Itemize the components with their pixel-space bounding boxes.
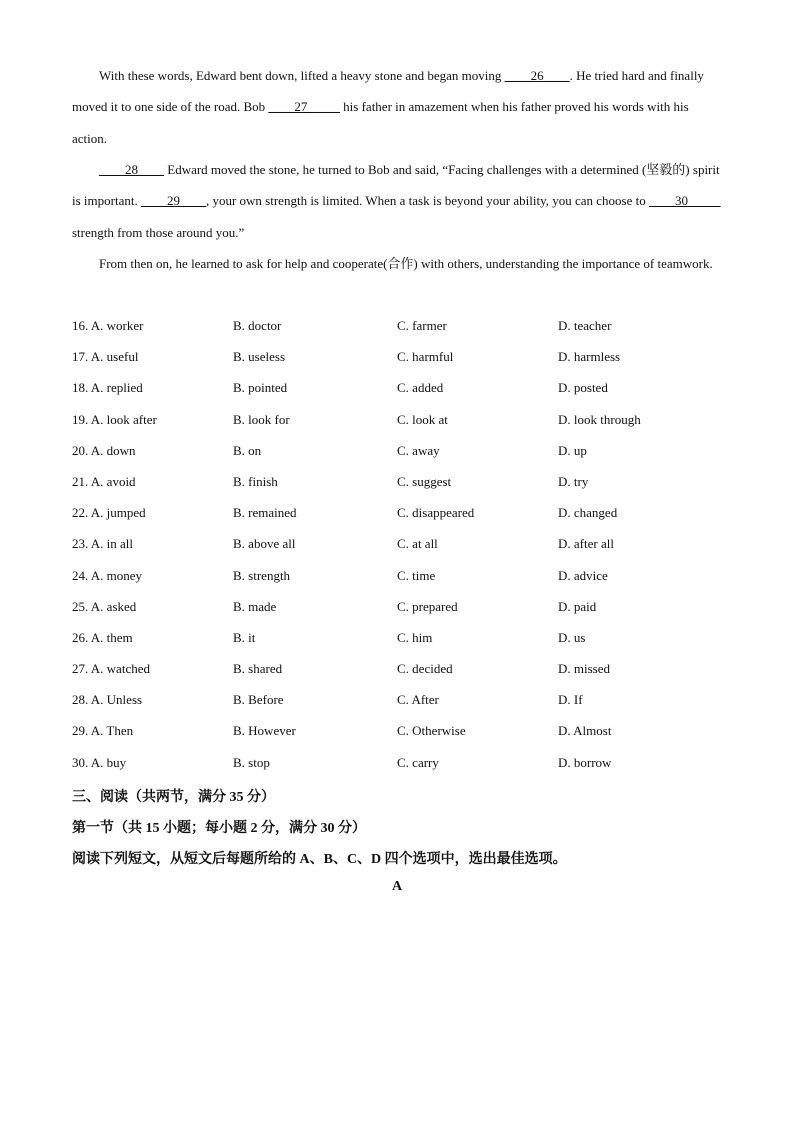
option-d: D. harmless <box>558 349 621 365</box>
option-row <box>72 592 732 623</box>
passage-text: Edward moved the stone, he turned to Bob and said, “Facing challenges with a determined (坚毅的) spirit is important. <box>72 162 720 209</box>
passage-text: From then on, he learned to ask for help and cooperate(合作) with others, understanding the importance of teamwork. <box>99 256 713 271</box>
option-d: D. paid <box>558 598 597 614</box>
option-a: 25. A. asked <box>72 598 137 614</box>
option-b: B. useless <box>233 349 285 365</box>
option-c: C. look at <box>397 411 448 427</box>
option-a: 16. A. worker <box>72 318 144 333</box>
option-row <box>72 623 732 654</box>
option-b: B. However <box>233 723 296 739</box>
option-d: D. advice <box>558 567 608 583</box>
blank-28: ____28____ <box>99 162 164 177</box>
option-row <box>72 716 732 747</box>
option-b: B. strength <box>233 567 291 583</box>
option-a: 30. A. buy <box>72 754 127 770</box>
option-d: D. up <box>558 442 587 458</box>
section-instruction: 阅读下列短文，从短文后每题所给的 A、B、C、D 四个选项中，选出最佳选项。 <box>72 852 567 867</box>
option-row <box>72 405 732 436</box>
option-b: B. look for <box>233 411 290 427</box>
option-c: C. added <box>397 380 444 396</box>
option-c: C. carry <box>397 754 439 770</box>
option-d: D. try <box>558 473 589 489</box>
option-b: B. above all <box>233 536 296 552</box>
option-d: D. Almost <box>558 723 612 739</box>
passage-paragraph-2 <box>72 154 724 248</box>
option-row <box>72 529 732 560</box>
passage-text: With these words, Edward bent down, lifted a heavy stone and began moving <box>99 68 505 83</box>
option-a: 20. A. down <box>72 442 136 458</box>
blank-29: ____29____ <box>140 193 206 209</box>
option-b: B. remained <box>233 505 297 521</box>
option-row <box>72 311 732 342</box>
option-c: C. away <box>397 442 440 458</box>
option-row <box>72 654 732 685</box>
option-a: 23. A. in all <box>72 536 134 552</box>
blank-26: ____26____ <box>504 68 570 83</box>
option-c: C. him <box>397 629 433 645</box>
option-b: B. stop <box>233 754 270 770</box>
option-d: D. us <box>558 629 586 645</box>
option-b: B. finish <box>233 473 278 489</box>
option-d: D. look through <box>558 411 641 427</box>
option-row <box>72 685 732 716</box>
passage-paragraph-3 <box>72 248 724 279</box>
passage-text: , your own strength is limited. When a task is beyond your ability, you can choose to <box>205 193 649 209</box>
option-c: C. prepared <box>397 598 458 614</box>
option-a: 19. A. look after <box>72 411 157 427</box>
option-a: 26. A. them <box>72 629 133 645</box>
option-d: D. If <box>558 692 583 708</box>
option-d: D. teacher <box>558 318 612 333</box>
option-d: D. after all <box>558 536 614 552</box>
option-b: B. pointed <box>233 380 288 396</box>
option-c: C. at all <box>397 536 438 552</box>
answer-options-list <box>72 311 732 779</box>
option-a: 22. A. jumped <box>72 505 146 521</box>
option-b: B. shared <box>233 661 283 677</box>
option-row <box>72 748 732 779</box>
option-a: 29. A. Then <box>72 723 134 739</box>
option-a: 21. A. avoid <box>72 473 136 489</box>
option-row <box>72 498 732 529</box>
passage-text: his father in amazement when his father proved his words with his action. <box>72 99 689 146</box>
option-row <box>72 561 732 592</box>
option-d: D. borrow <box>558 754 612 770</box>
option-b: B. doctor <box>233 318 282 333</box>
option-b: B. Before <box>233 692 284 708</box>
blank-30: ____30_____ <box>648 193 721 209</box>
passage-text: . He tried hard and finally moved it to one side of the road. Bob <box>72 68 704 115</box>
option-c: C. harmful <box>397 349 454 365</box>
option-row <box>72 467 732 498</box>
option-c: C. After <box>397 692 439 708</box>
option-a: 24. A. money <box>72 567 143 583</box>
option-c: C. decided <box>397 661 453 677</box>
option-b: B. on <box>233 442 262 458</box>
option-row <box>72 436 732 467</box>
option-a: 18. A. replied <box>72 380 143 396</box>
option-row <box>72 342 732 373</box>
option-a: 28. A. Unless <box>72 692 143 708</box>
option-d: D. changed <box>558 505 618 521</box>
option-d: D. missed <box>558 661 610 677</box>
option-c: C. disappeared <box>397 505 475 521</box>
passage-part-label: A <box>391 879 403 894</box>
option-c: C. farmer <box>397 318 447 333</box>
option-a: 27. A. watched <box>72 661 150 677</box>
option-a: 17. A. useful <box>72 349 139 365</box>
blank-27: ____27_____ <box>268 99 340 115</box>
option-c: C. Otherwise <box>397 723 466 739</box>
section-subtitle: 第一节（共 15 小题；每小题 2 分，满分 30 分） <box>72 821 366 836</box>
passage-text: strength from those around you.” <box>72 224 245 240</box>
option-d: D. posted <box>558 380 608 396</box>
section-title: 三、阅读（共两节，满分 35 分） <box>72 790 275 805</box>
option-c: C. suggest <box>397 473 452 489</box>
option-row <box>72 373 732 404</box>
option-b: B. made <box>233 598 277 614</box>
option-c: C. time <box>397 567 436 583</box>
option-b: B. it <box>233 629 256 645</box>
passage-paragraph-1 <box>72 60 724 154</box>
